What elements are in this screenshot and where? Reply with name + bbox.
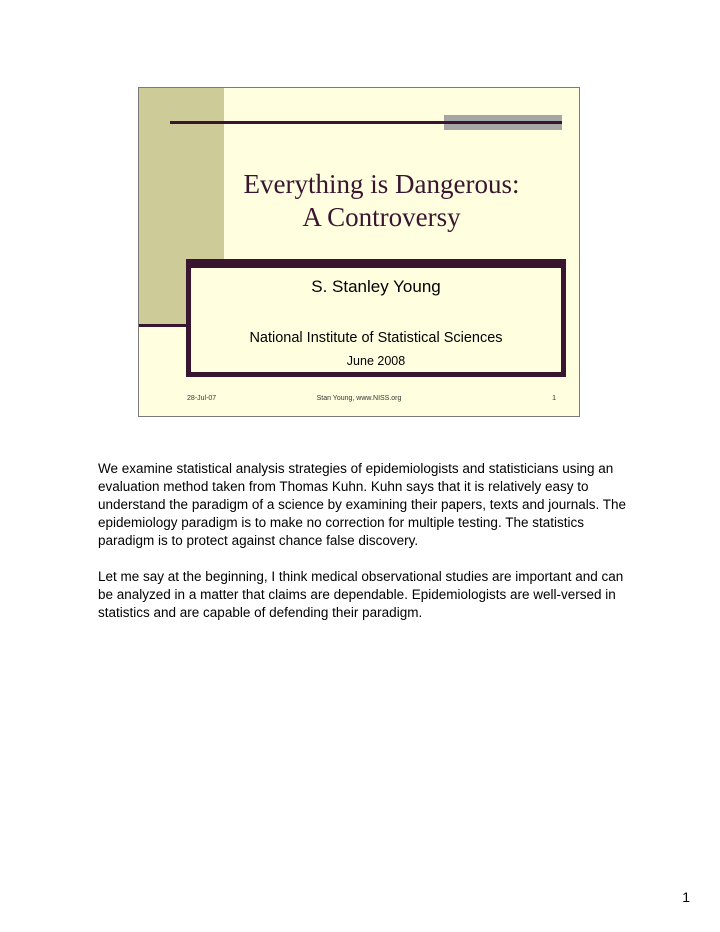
notes-paragraph-1: We examine statistical analysis strategies of epidemiologists and statisticians using an evaluation method taken from Thomas Kuhn. Kuhn says that it is relatively easy to understand the paradigm of a science by examining their papers, texts and journals. The epidemiology paradigm is to make no correction for multiple testing. The statistics paradigm is to protect against chance false discovery. [98, 461, 627, 548]
slide-subtitle-box [186, 259, 566, 377]
slide-author: S. Stanley Young [311, 277, 441, 296]
slide-side-rule [139, 324, 189, 327]
slide-thumbnail [138, 87, 580, 417]
slide-title-line-1: Everything is Dangerous: [243, 169, 520, 199]
slide-footer-page-number: 1 [552, 395, 556, 402]
speaker-notes [98, 460, 638, 640]
page-number: 1 [682, 889, 690, 905]
notes-paragraph-2: Let me say at the beginning, I think medical observational studies are important and can be analyzed in a matter that claims are dependable. Epidemiologists are well-versed in statistics and are capable of defending their paradigm. [98, 569, 624, 620]
slide-institute: National Institute of Statistical Sciences [249, 330, 503, 346]
slide-top-accent-line [444, 121, 562, 124]
slide-date: June 2008 [346, 354, 406, 368]
slide-title-line-2: A Controversy [302, 202, 461, 232]
slide-footer-author: Stan Young, www.NISS.org [316, 395, 402, 402]
slide-title [224, 168, 539, 234]
slide-footer-date: 28-Jul-07 [187, 395, 217, 402]
